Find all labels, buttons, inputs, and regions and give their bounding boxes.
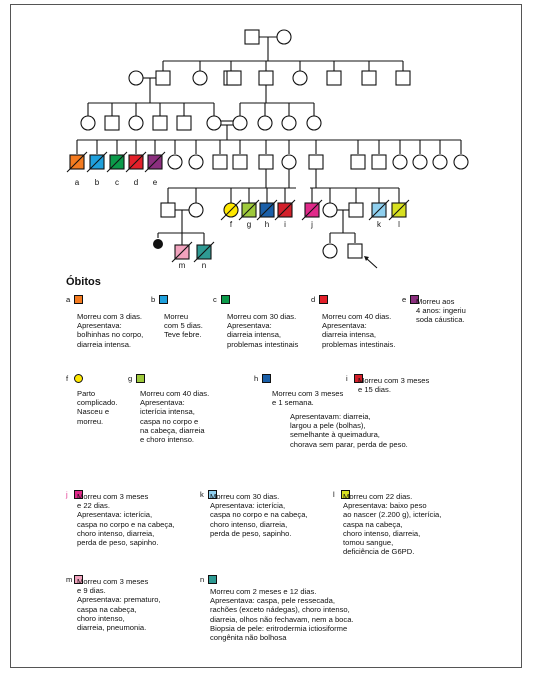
legend-letter: f [66,374,69,383]
gen2-male [227,71,241,85]
female-symbol [193,71,207,85]
legend-letter: e [402,295,407,304]
legend-description: Apresentavam: diarreia, largou a pele (bolhas), semelhante à queimadura, chorava sem parar, perda de peso. [290,412,408,449]
legend-letter: n [200,575,205,584]
male-symbol [362,71,376,85]
female-symbol [282,155,296,169]
pedigree-label: l [398,220,400,229]
legend-color-swatch [208,575,217,584]
legend-color-swatch [74,374,83,383]
male-symbol [372,155,386,169]
legend-description: Morreu com 3 dias. Apresentava: bolhinhas no corpo, diarreia intensa. [77,312,144,349]
legend-color-swatch [159,295,168,304]
founder-male [245,30,259,44]
legend-description: Morreu com 30 dias. Apresentava: diarreia intensa, problemas intestinais [227,312,299,349]
legend-letter: h [254,374,259,383]
legend-letter: b [151,295,156,304]
female-symbol [129,116,143,130]
female-symbol [189,203,203,217]
male-symbol [259,155,273,169]
legend-letter: i [346,374,348,383]
female-symbol [454,155,468,169]
male-symbol [309,155,323,169]
male-symbol [153,116,167,130]
legend-description: Parto complicado. Nasceu e morreu. [77,389,118,426]
legend-description: Morreu com 3 meses e 22 dias. Apresentava: icterícia, caspa no corpo e na cabeça, choro intenso, diarreia, perda de peso, sapinho. [77,492,175,548]
pedigree-label: b [94,178,100,187]
female-symbol [293,71,307,85]
legend-letter: a [66,295,71,304]
founder-female [277,30,291,44]
legend-letter: j [66,490,68,499]
legend-description: Morreu com 3 meses e 1 semana. [272,389,344,408]
legend-description: Morreu com 40 dias. Apresentava: diarreia intensa, problemas intestinais. [322,312,396,349]
pedigree-label: c [115,178,119,187]
legend-letter: g [128,374,133,383]
proband-arrow [366,258,377,268]
legend-description: Morreu com 22 dias. Apresentava: baixo peso ao nascer (2.200 g), icterícia, caspa na cabeça, choro intenso, diarreia, tomou sangue, deficiência de G6PD. [343,492,442,557]
pedigree-label: d [133,178,139,187]
female-symbol [393,155,407,169]
legend-letter: d [311,295,316,304]
obitos-heading: Óbitos [66,276,101,288]
female-symbol [81,116,95,130]
female-symbol [433,155,447,169]
pedigree-label: j [311,220,313,229]
female-symbol [282,116,296,130]
spouse-female [129,71,143,85]
male-symbol [156,71,170,85]
male-symbol [105,116,119,130]
male-symbol [259,71,273,85]
legend-letter: k [200,490,204,499]
pedigree-chart [0,0,535,280]
pedigree-label: k [377,220,381,229]
female-symbol [258,116,272,130]
legend-description: Morreu com 3 meses e 15 dias. [358,376,430,395]
legend-color-swatch [262,374,271,383]
legend-color-swatch [319,295,328,304]
male-symbol [351,155,365,169]
legend-color-swatch [136,374,145,383]
pedigree-label: g [246,220,252,229]
pedigree-label: i [284,220,286,229]
pedigree-label: f [229,220,233,229]
legend-description: Morreu com 2 meses e 12 dias. Apresentava: caspa, pele ressecada, rachões (exceto nádegas), choro intenso, diarreia, olhos não fechavam, nem a boca. Biopsia de pele: eritrodermia ictiosiforme congênita não bolhosa [210,587,354,643]
pedigree-label: h [264,220,270,229]
legend-letter: m [66,575,73,584]
pedigree-label: e [152,178,158,187]
female-symbol [189,155,203,169]
female-symbol [207,116,221,130]
male-symbol [161,203,175,217]
pedigree-label: a [74,178,80,187]
male-symbol [349,203,363,217]
male-symbol [177,116,191,130]
female-symbol [307,116,321,130]
female-symbol [323,244,337,258]
legend-description: Morreu com 3 meses e 9 dias. Apresentava: prematuro, caspa na cabeça, choro intenso, diarreia, pneumonia. [77,577,161,633]
male-symbol [327,71,341,85]
stillbirth-symbol [153,239,163,249]
male-symbol [396,71,410,85]
legend-description: Morreu com 40 dias. Apresentava: icterícia intensa, caspa no corpo e na cabeça, diarreia e choro intenso. [140,389,210,445]
female-symbol [413,155,427,169]
legend-description: Morreu com 30 dias. Apresentava: icterícia, caspa no corpo e na cabeça, choro intenso, diarreia, perda de peso, sapinho. [210,492,308,538]
legend-description: Morreu aos 4 anos: ingeriu soda cáustica. [416,297,466,325]
female-symbol [233,116,247,130]
legend-description: Morreu com 5 dias. Teve febre. [164,312,203,340]
legend-letter: l [333,490,335,499]
proband-symbol [348,244,362,258]
legend-color-swatch [221,295,230,304]
female-symbol [168,155,182,169]
pedigree-label: n [201,261,207,270]
legend-letter: c [213,295,217,304]
female-symbol [323,203,337,217]
legend-color-swatch [74,295,83,304]
pedigree-label: m [178,261,186,270]
male-symbol [213,155,227,169]
male-symbol [233,155,247,169]
